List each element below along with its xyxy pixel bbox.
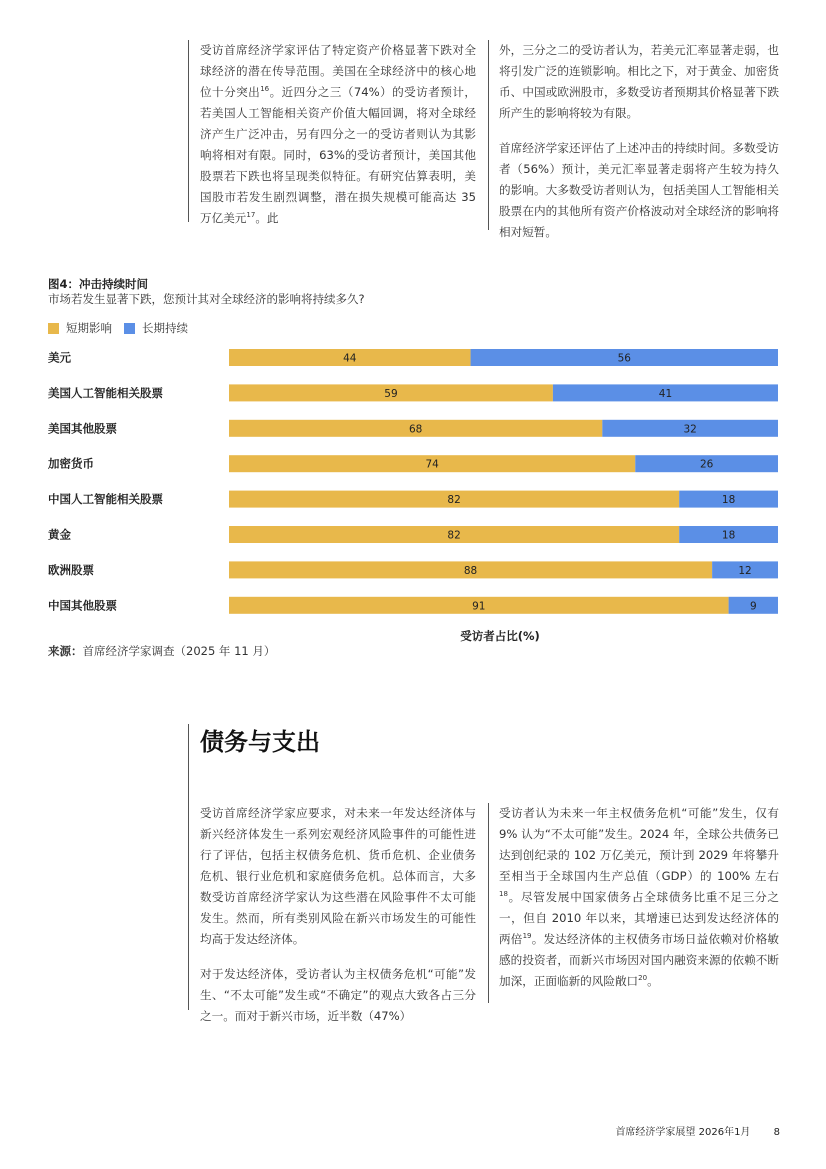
text-run: 受访首席经济学家评估了特定资产价格显著下跌对全球经济的潜在传导范围。美国在全球经济中的核心地位十分突出 [200, 43, 476, 99]
chart-legend [48, 320, 200, 336]
figure-subtitle: 市场若发生显著下跌，您预计其对全球经济的影响将持续多久? [48, 292, 365, 306]
bar-value-label: 12 [738, 564, 752, 577]
bar-value-label: 18 [721, 529, 736, 542]
section-title-rule [188, 724, 189, 1010]
text-run: 受访首席经济学家应要求，对未来一年发达经济体与新兴经济体发生一系列宏观经济风险事件的可能性进行了评估，包括主权债务危机、货币危机、企业债务危机、银行业危机和家庭债务危机。总体而言，大多数受访首席经济学家认为这些潜在风险事件不太可能发生。然而，所有类别风险在新兴市场发生的可能性均高于发达经济体。 [200, 806, 476, 946]
legend-swatch [48, 323, 59, 334]
text-run: 。近四分之三（74%）的受访者预计，若美国人工智能相关资产价值大幅回调，将对全球经济产生广泛冲击，另有四分之一的受访者则认为其影响将相对有限。同时，63%的受访者预计，美国其他股票若下跌也将呈现类似特征。有研究估算表明，美国股市若发生剧烈调整，潜在损失规模可能高达 35 万亿美元 [200, 85, 476, 225]
footnote-ref: 17 [246, 211, 256, 220]
section-title: 债务与支出 [200, 728, 320, 756]
category-label: 美元 [48, 350, 71, 365]
bar-value-label: 26 [699, 458, 714, 471]
bar-value-label: 44 [343, 352, 357, 365]
paragraph [200, 803, 476, 950]
top-column-1 [200, 40, 476, 243]
legend-item [48, 320, 112, 336]
category-label: 加密货币 [48, 456, 94, 471]
text-run: 首席经济学家还评估了上述冲击的持续时间。多数受访者（56%）预计，美元汇率显著走弱将产生较为持久的影响。大多数受访者则认为，包括美国人工智能相关股票在内的其他所有资产价格波动对全球经济的影响将相对短暂。 [499, 141, 779, 239]
x-axis-label: 受访者占比(%) [460, 629, 540, 643]
figure-title: 图4：冲击持续时间 [48, 277, 149, 291]
column-rule-top-left [188, 40, 189, 222]
bar-value-label: 82 [447, 529, 461, 542]
bar-value-label: 88 [463, 564, 478, 577]
bar-value-label: 82 [447, 494, 461, 507]
figure-source [48, 643, 275, 659]
category-label: 美国人工智能相关股票 [48, 385, 163, 400]
paragraph [499, 138, 779, 243]
column-rule-section-right [488, 803, 489, 1003]
category-label: 欧洲股票 [48, 562, 94, 577]
category-label: 美国其他股票 [48, 421, 117, 436]
bar-value-label: 74 [425, 458, 439, 471]
footnote-ref: 20 [638, 974, 648, 983]
source-label: 来源： [48, 644, 83, 658]
text-run: 对于发达经济体，受访者认为主权债务危机“可能”发生、“不太可能”发生或“不确定”的观点大致各占三分之一。而对于新兴市场，近半数（47%） [200, 967, 476, 1023]
footer-date: 2026年1月 [698, 1127, 751, 1138]
text-run: 外，三分之二的受访者认为，若美元汇率显著走弱，也将引发广泛的连锁影响。相比之下，对于黄金、加密货币、中国或欧洲股市，多数受访者预期其价格显著下跌所产生的影响将较为有限。 [499, 43, 779, 120]
page-footer [615, 1123, 780, 1138]
source-text: 首席经济学家调查（2025 年 11 月） [82, 644, 276, 658]
bar-value-label: 56 [617, 352, 631, 365]
stacked-bar-chart [48, 344, 780, 620]
text-run: 。 [647, 974, 659, 988]
bar-value-label: 59 [384, 387, 398, 400]
bar-value-label: 91 [472, 600, 486, 613]
legend-label: 短期影响 [66, 321, 112, 335]
page-number: 8 [773, 1127, 780, 1138]
category-label: 黄金 [48, 527, 71, 542]
category-label: 中国人工智能相关股票 [48, 492, 163, 507]
text-run: 。此 [255, 211, 279, 225]
paragraph [200, 964, 476, 1027]
section-column-1 [200, 803, 476, 1041]
column-rule-top-right [488, 40, 489, 230]
bar-value-label: 32 [683, 423, 697, 436]
category-label: 中国其他股票 [48, 598, 117, 613]
bar-value-label: 18 [721, 494, 736, 507]
footnote-ref: 18 [499, 890, 508, 899]
paragraph [499, 40, 779, 124]
footer-title: 首席经济学家展望 [615, 1127, 696, 1138]
section-column-2 [499, 803, 779, 1006]
bar-value-label: 68 [408, 423, 423, 436]
legend-swatch [124, 323, 135, 334]
text-run: 受访者认为未来一年主权债务危机“可能”发生，仅有 9% 认为“不太可能”发生。2024 年，全球公共债务已达到创纪录的 102 万亿美元，预计到 2029 年将攀升至相当于全球国内生产总值（GDP）的 100% 左右 [499, 806, 779, 883]
top-column-2 [499, 40, 779, 257]
text-run: 。发达经济体的主权债务市场日益依赖对价格敏感的投资者，而新兴市场因对国内融资来源的依赖不断加深，正面临新的风险敞口 [499, 932, 779, 988]
bar-value-label: 9 [749, 600, 757, 613]
paragraph [499, 803, 779, 992]
legend-label: 长期持续 [142, 321, 188, 335]
text-run: 。尽管发展中国家债务占全球债务比重不足三分之一，但自 2010 年以来，其增速已达到发达经济体的两倍 [499, 890, 779, 946]
footnote-ref: 16 [260, 85, 270, 94]
footnote-ref: 19 [522, 932, 532, 941]
legend-item [124, 320, 188, 336]
bar-value-label: 41 [658, 387, 673, 400]
paragraph [200, 40, 476, 229]
